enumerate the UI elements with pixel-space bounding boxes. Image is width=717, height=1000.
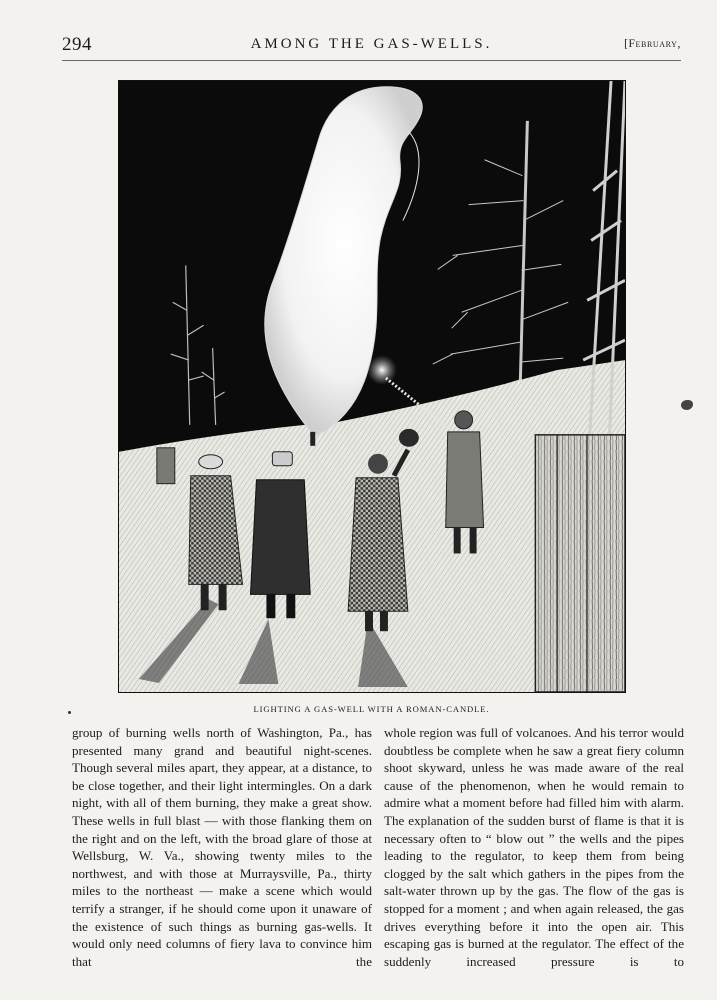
roman-candle-ball bbox=[367, 355, 397, 385]
illustration-caption: LIGHTING A GAS-WELL WITH A ROMAN-CANDLE. bbox=[253, 704, 490, 714]
right-column bbox=[384, 724, 684, 994]
page-number: 294 bbox=[62, 34, 92, 55]
header-rule bbox=[62, 60, 681, 61]
ink-blot bbox=[681, 400, 693, 410]
page-header bbox=[62, 34, 681, 58]
well-pipe bbox=[310, 432, 315, 446]
left-column bbox=[72, 724, 372, 994]
month-label: [February, bbox=[624, 38, 681, 50]
gas-well-scene bbox=[119, 81, 625, 692]
right-column-text: whole region was full of volcanoes. And his terror would doubtless be complete when he saw a great fiery column shoot skyward, unless he was made aware of the real cause of the phenomenon, when he would remain to admire what a moment before had filled him with alarm. The explanation of the sudden burst of flame is that it is necessary often to “ blow out ” the wells and the pipes leading to the regulator, to keep them from being clogged by the salt which gathers in the pipes from the salt-water thrown up by the gas. The flow of the gas is stopped for a moment ; and when again released, the gas drives everything before it into the open air. This escaping gas is burned at the regulator. The effect of the suddenly increased pressure is to bbox=[384, 725, 684, 969]
article-text bbox=[72, 724, 684, 994]
wooden-shed bbox=[535, 435, 625, 692]
running-head: AMONG THE GAS-WELLS. bbox=[250, 36, 493, 52]
left-column-text: group of burning wells north of Washington, Pa., has presented many grand and beautiful night-scenes. Though several miles apart, they appear, at a distance, to be close together, and their light intermingles. On a dark night, with all of them burning, they make a great show. These wells in full blast — with those flanking them on the right and on the left, with the broad glare of those at Wellsburg, W. Va., showing twenty miles to the northwest, and with those at Murraysville, Pa., thirty miles to the northeast — make a scene which would terrify a stranger, if he should come upon it unaware of the existence of such things as burning gas-wells. It would only need columns of fiery lava to convince him that the bbox=[72, 725, 372, 969]
engraving-illustration bbox=[118, 80, 626, 693]
stray-print-mark bbox=[68, 711, 71, 714]
tree-stump bbox=[157, 448, 175, 484]
